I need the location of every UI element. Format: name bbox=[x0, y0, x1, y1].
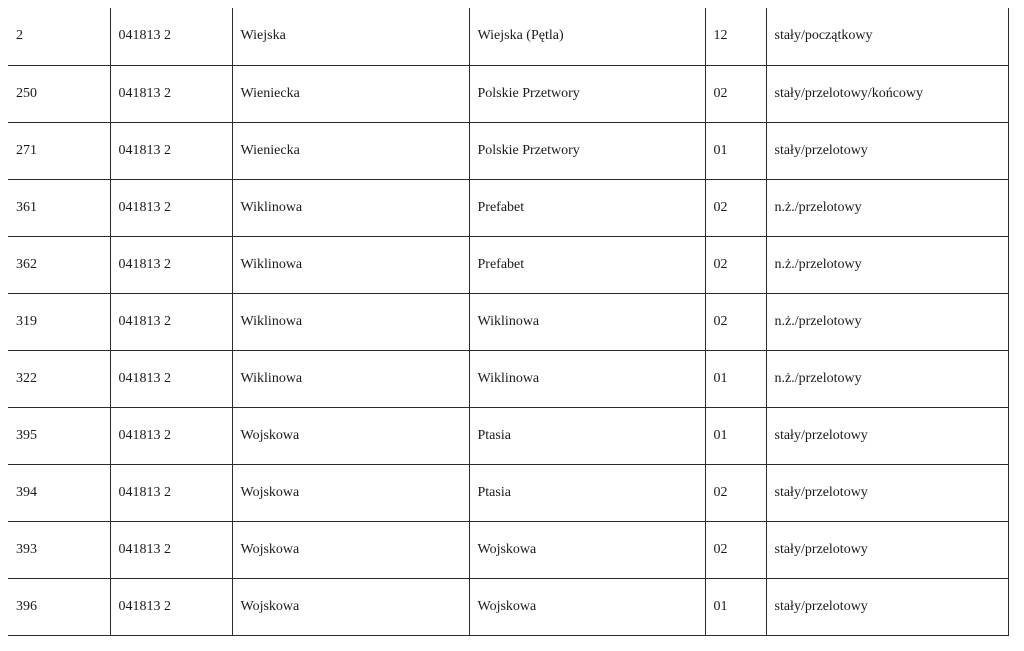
table-row bbox=[8, 464, 1008, 521]
table-row bbox=[8, 293, 1008, 350]
cell-type: n.ż./przelotowy bbox=[766, 236, 1008, 293]
table-row bbox=[8, 65, 1008, 122]
cell-post: 02 bbox=[705, 179, 766, 236]
cell-code: 041813 2 bbox=[110, 8, 232, 65]
cell-code: 041813 2 bbox=[110, 236, 232, 293]
cell-street: Wojskowa bbox=[232, 407, 469, 464]
table-row bbox=[8, 578, 1008, 635]
table-body bbox=[8, 8, 1008, 635]
cell-code: 041813 2 bbox=[110, 464, 232, 521]
cell-street: Wiklinowa bbox=[232, 350, 469, 407]
cell-street: Wiejska bbox=[232, 8, 469, 65]
cell-type: n.ż./przelotowy bbox=[766, 350, 1008, 407]
cell-id: 319 bbox=[8, 293, 110, 350]
cell-post: 02 bbox=[705, 65, 766, 122]
cell-post: 02 bbox=[705, 521, 766, 578]
table-row bbox=[8, 521, 1008, 578]
cell-id: 362 bbox=[8, 236, 110, 293]
cell-post: 01 bbox=[705, 578, 766, 635]
cell-code: 041813 2 bbox=[110, 179, 232, 236]
cell-post: 01 bbox=[705, 407, 766, 464]
cell-post: 02 bbox=[705, 236, 766, 293]
cell-street: Wojskowa bbox=[232, 578, 469, 635]
cell-type: stały/początkowy bbox=[766, 8, 1008, 65]
cell-stop: Prefabet bbox=[469, 236, 705, 293]
table-row bbox=[8, 350, 1008, 407]
table-row bbox=[8, 407, 1008, 464]
cell-id: 322 bbox=[8, 350, 110, 407]
cell-code: 041813 2 bbox=[110, 350, 232, 407]
cell-stop: Wojskowa bbox=[469, 578, 705, 635]
cell-stop: Wiklinowa bbox=[469, 350, 705, 407]
cell-stop: Wiklinowa bbox=[469, 293, 705, 350]
cell-type: n.ż./przelotowy bbox=[766, 293, 1008, 350]
cell-id: 396 bbox=[8, 578, 110, 635]
table-row bbox=[8, 236, 1008, 293]
table-row bbox=[8, 122, 1008, 179]
cell-id: 394 bbox=[8, 464, 110, 521]
bus-stops-table bbox=[8, 8, 1009, 636]
cell-type: n.ż./przelotowy bbox=[766, 179, 1008, 236]
cell-post: 02 bbox=[705, 464, 766, 521]
cell-type: stały/przelotowy bbox=[766, 578, 1008, 635]
table-row bbox=[8, 8, 1008, 65]
cell-street: Wiklinowa bbox=[232, 179, 469, 236]
cell-street: Wojskowa bbox=[232, 521, 469, 578]
cell-street: Wieniecka bbox=[232, 65, 469, 122]
cell-id: 2 bbox=[8, 8, 110, 65]
cell-id: 395 bbox=[8, 407, 110, 464]
cell-post: 12 bbox=[705, 8, 766, 65]
cell-stop: Polskie Przetwory bbox=[469, 122, 705, 179]
cell-stop: Polskie Przetwory bbox=[469, 65, 705, 122]
table-row bbox=[8, 179, 1008, 236]
cell-type: stały/przelotowy bbox=[766, 407, 1008, 464]
cell-stop: Wiejska (Pętla) bbox=[469, 8, 705, 65]
cell-id: 250 bbox=[8, 65, 110, 122]
cell-code: 041813 2 bbox=[110, 407, 232, 464]
cell-type: stały/przelotowy bbox=[766, 521, 1008, 578]
cell-type: stały/przelotowy/końcowy bbox=[766, 65, 1008, 122]
cell-type: stały/przelotowy bbox=[766, 464, 1008, 521]
cell-post: 02 bbox=[705, 293, 766, 350]
cell-id: 393 bbox=[8, 521, 110, 578]
cell-id: 271 bbox=[8, 122, 110, 179]
cell-post: 01 bbox=[705, 122, 766, 179]
cell-code: 041813 2 bbox=[110, 65, 232, 122]
cell-stop: Prefabet bbox=[469, 179, 705, 236]
cell-id: 361 bbox=[8, 179, 110, 236]
cell-street: Wieniecka bbox=[232, 122, 469, 179]
cell-code: 041813 2 bbox=[110, 521, 232, 578]
cell-type: stały/przelotowy bbox=[766, 122, 1008, 179]
cell-code: 041813 2 bbox=[110, 293, 232, 350]
cell-stop: Ptasia bbox=[469, 407, 705, 464]
cell-code: 041813 2 bbox=[110, 122, 232, 179]
cell-stop: Ptasia bbox=[469, 464, 705, 521]
cell-stop: Wojskowa bbox=[469, 521, 705, 578]
cell-street: Wiklinowa bbox=[232, 293, 469, 350]
cell-post: 01 bbox=[705, 350, 766, 407]
cell-street: Wiklinowa bbox=[232, 236, 469, 293]
cell-street: Wojskowa bbox=[232, 464, 469, 521]
cell-code: 041813 2 bbox=[110, 578, 232, 635]
